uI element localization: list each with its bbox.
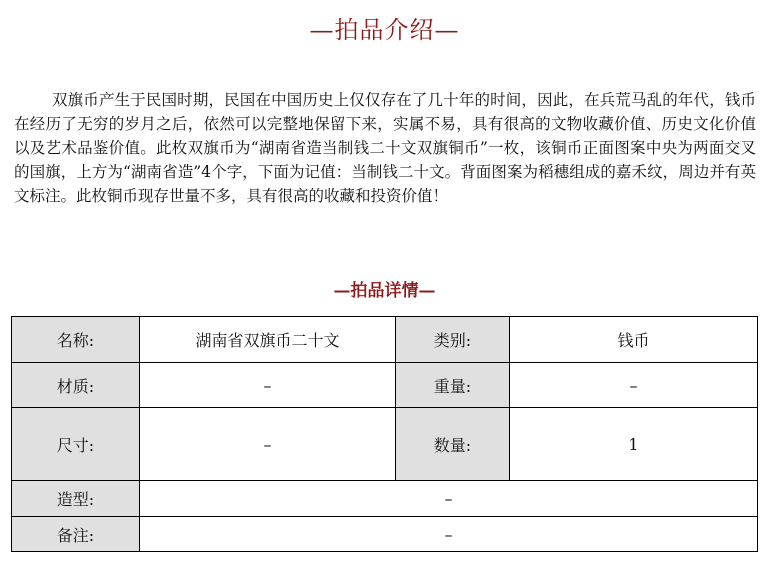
table-row — [12, 317, 758, 363]
note-label: 备注: — [12, 517, 140, 552]
table-row — [12, 408, 758, 481]
category-label: 类别: — [396, 317, 510, 363]
intro-paragraph: 双旗币产生于民国时期，民国在中国历史上仅仅存在了几十年的时间，因此，在兵荒马乱的年代，钱币在经历了无穷的岁月之后，依然可以完整地保留下来，实属不易，具有很高的文物收藏价值、历史文化价值以及艺术品鉴价值。此枚双旗币为“湖南省造当制钱二十文双旗铜币”一枚，该铜币正面图案中央为两面交叉的国旗，上方为“湖南省造”4个字，下面为记值：当制钱二十文。背面图案为稻穗组成的嘉禾纹，周边并有英文标注。此枚铜币现存世量不多，具有很高的收藏和投资价值！ — [14, 91, 756, 205]
quantity-label: 数量: — [396, 408, 510, 481]
material-label: 材质: — [12, 363, 140, 408]
details-table — [11, 316, 758, 552]
shape-label: 造型: — [12, 481, 140, 517]
size-value: – — [140, 408, 396, 481]
section-title-details: —拍品详情— — [333, 281, 436, 301]
table-row — [12, 481, 758, 517]
table-row — [12, 363, 758, 408]
category-value: 钱币 — [510, 317, 758, 363]
weight-label: 重量: — [396, 363, 510, 408]
table-row — [12, 517, 758, 552]
quantity-value: 1 — [510, 408, 758, 481]
section-title-intro: —拍品介绍— — [309, 16, 460, 44]
shape-value: – — [140, 481, 758, 517]
weight-value: – — [510, 363, 758, 408]
name-label: 名称: — [12, 317, 140, 363]
material-value: – — [140, 363, 396, 408]
size-label: 尺寸: — [12, 408, 140, 481]
note-value: – — [140, 517, 758, 552]
name-value: 湖南省双旗币二十文 — [140, 317, 396, 363]
